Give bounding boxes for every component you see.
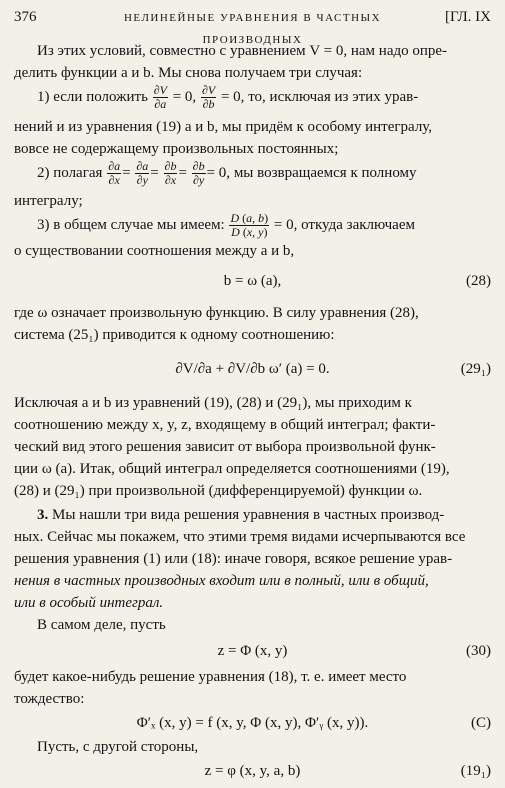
text-line: система (25₁) приводится к одному соотношению:	[14, 327, 335, 343]
text-line: ных. Сейчас мы покажем, что этими тремя видами исчерпываются все	[14, 529, 466, 545]
text-line	[37, 504, 491, 526]
equation-body: ∂V/∂a + ∂V/∂b ω′ (a) = 0.	[175, 361, 330, 377]
text-line: решения уравнения (1) или (18): иначе говоря, всякое решение урав-	[14, 551, 453, 567]
text-line: соотношению между x, y, z, входящему в общий интеграл; факти-	[14, 417, 436, 433]
text-line-with-math	[37, 158, 491, 188]
equation-29-1	[14, 354, 491, 384]
equation-number: (30)	[466, 643, 491, 659]
inline-formula: $\frac{\partial V}{\partial a}$ = 0, $\frac{\partial V}{\partial b}$ = 0,	[153, 83, 249, 112]
text-line: делить функции a и b. Мы снова получаем три случая:	[14, 65, 363, 81]
text-line: нения в частных производных входит или в полный, или в общий,	[14, 573, 429, 589]
text-line: Исключая a и b из уравнений (19), (28) и (29₁), мы приходим к	[14, 395, 412, 411]
equation-number: (29₁)	[460, 361, 491, 377]
text-fragment: 1) если положить	[37, 89, 148, 105]
equation-body: b = ω (a),	[223, 273, 282, 289]
equation-19-1	[14, 760, 491, 784]
text-line: (28) и (29₁) при произвольной (дифференцируемой) функции ω.	[14, 483, 423, 499]
inline-formula: $\frac{\partial a}{\partial x}$ = $\frac{\partial a}{\partial y}$ = $\frac{\partial b}{\partial x}$ = $\frac{\partial b}{\partial y}$ = 0,	[108, 159, 234, 188]
text-line: будет какое-нибудь решение уравнения (18), т. е. имеет место	[14, 669, 407, 685]
text-line-with-math	[37, 82, 491, 112]
equation-c	[14, 712, 491, 736]
text-line: тождество:	[14, 691, 85, 707]
running-header	[14, 6, 491, 46]
text-line: вовсе не содержащему произвольных постоянных;	[14, 141, 339, 157]
text-fragment: 3) в общем случае мы имеем:	[37, 217, 225, 233]
text-line: В самом деле, пусть	[37, 617, 166, 633]
section-number: 3.	[37, 507, 49, 523]
equation-body: z = Φ (x, y)	[217, 643, 288, 659]
text-fragment: мы возвращаемся к полному	[233, 165, 417, 181]
text-line: или в особый интеграл.	[14, 595, 164, 611]
equation-number: (28)	[466, 273, 491, 289]
equation-body: Φ′ₓ (x, y) = f (x, y, Φ (x, y), Φ′ᵧ (x, y)).	[136, 715, 369, 731]
text-line: Пусть, с другой стороны,	[37, 739, 199, 755]
text-line: где ω означает произвольную функцию. В силу уравнения (28),	[14, 305, 419, 321]
text-fragment: откуда заключаем	[301, 217, 415, 233]
text-fragment: Мы нашли три вида решения уравнения в частных производ-	[52, 507, 445, 523]
equation-28	[14, 270, 491, 294]
equation-body: z = φ (x, y, a, b)	[204, 763, 301, 779]
text-fragment: 2) полагая	[37, 165, 103, 181]
text-line: нений и из уравнения (19) a и b, мы придём к особому интегралу,	[14, 119, 433, 135]
equation-number: (C)	[471, 715, 491, 731]
chapter-label: [ГЛ. IX	[444, 9, 491, 25]
running-title: НЕЛИНЕЙНЫЕ УРАВНЕНИЯ В ЧАСТНЫХ ПРОИЗВОДНЫХ	[123, 12, 382, 46]
page-number: 376	[14, 9, 37, 25]
equation-number: (19₁)	[460, 763, 491, 779]
text-line-with-math	[37, 210, 491, 240]
equation-30	[14, 640, 491, 664]
text-line: Из этих условий, совместно с уравнением V = 0, нам надо опре-	[37, 43, 448, 59]
text-fragment: то, исключая из этих урав-	[248, 89, 419, 105]
text-line: ческий вид этого решения зависит от выбора произвольной функ-	[14, 439, 436, 455]
text-line: о существовании соотношения между a и b,	[14, 243, 295, 259]
text-line: интегралу;	[14, 193, 83, 209]
inline-formula: $\frac{D (a, b)}{D (x, y)}$ = 0,	[230, 211, 302, 240]
text-line: ции ω (a). Итак, общий интеграл определяется соотношениями (19),	[14, 461, 450, 477]
